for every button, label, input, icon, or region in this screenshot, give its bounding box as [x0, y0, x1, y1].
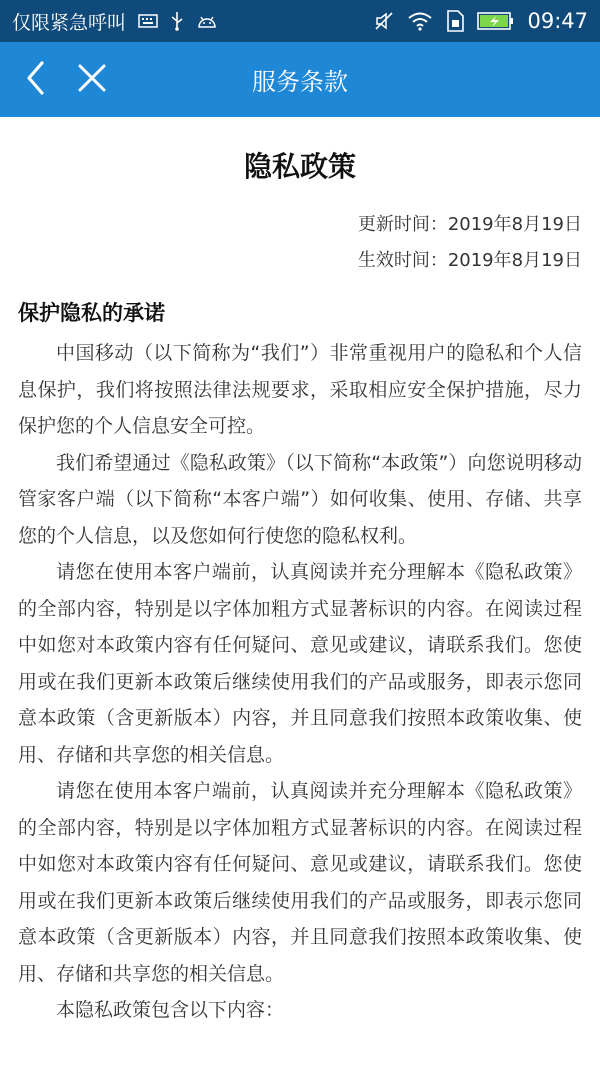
- effective-date: 生效时间：2019年8月19日: [357, 250, 582, 271]
- section-title: 保护隐私的承诺: [18, 301, 165, 325]
- app-bar: [0, 42, 600, 117]
- mute-icon: [373, 10, 395, 32]
- paragraph: 请您在使用本客户端前，认真阅读并充分理解本《隐私政策》的全部内容，特别是以字体加粗方式显著标识的内容。在阅读过程中如您对本政策内容有任何疑问、意见或建议，请联系我们。您使用或在我们更新本政策后继续使用我们的产品或服务，即表示您同意本政策（含更新版本）内容，并且同意我们按照本政策收集、使用、存储和共享您的相关信息。: [18, 561, 582, 766]
- paragraph: 本隐私政策包含以下内容：: [56, 999, 285, 1021]
- app-bar-title: 服务条款: [252, 68, 348, 96]
- document-title: 隐私政策: [243, 150, 356, 183]
- paragraph: 中国移动（以下简称为“我们”）非常重视用户的隐私和个人信息保护，我们将按照法律法规要求，采取相应安全保护措施，尽力保护您的个人信息安全可控。: [18, 342, 582, 437]
- back-button[interactable]: [8, 42, 64, 117]
- usb-icon: [170, 11, 184, 31]
- paragraph: 请您在使用本客户端前，认真阅读并充分理解本《隐私政策》的全部内容，特别是以字体加粗方式显著标识的内容。在阅读过程中如您对本政策内容有任何疑问、意见或建议，请联系我们。您使用或在我们更新本政策后继续使用我们的产品或服务，即表示您同意本政策（含更新版本）内容，并且同意我们按照本政策收集、使用、存储和共享您的相关信息。: [18, 780, 582, 985]
- close-icon: [77, 63, 107, 97]
- wifi-icon: [407, 11, 433, 31]
- keyboard-icon: [138, 14, 158, 28]
- status-bar: [0, 0, 600, 42]
- close-button[interactable]: [64, 42, 120, 117]
- document-meta: [18, 207, 582, 279]
- android-icon: [196, 13, 218, 29]
- sim-icon: [445, 10, 465, 32]
- document-body[interactable]: [0, 117, 600, 1029]
- back-icon: [24, 60, 48, 100]
- paragraph: 我们希望通过《隐私政策》（以下简称“本政策”）向您说明移动管家客户端（以下简称“本客户端”）如何收集、使用、存储、共享您的个人信息，以及您如何行使您的隐私权利。: [18, 451, 582, 547]
- updated-date: 更新时间：2019年8月19日: [357, 214, 582, 235]
- carrier-text: 仅限紧急呼叫: [12, 11, 127, 34]
- battery-icon: [477, 11, 515, 31]
- clock: 09:47: [527, 9, 588, 33]
